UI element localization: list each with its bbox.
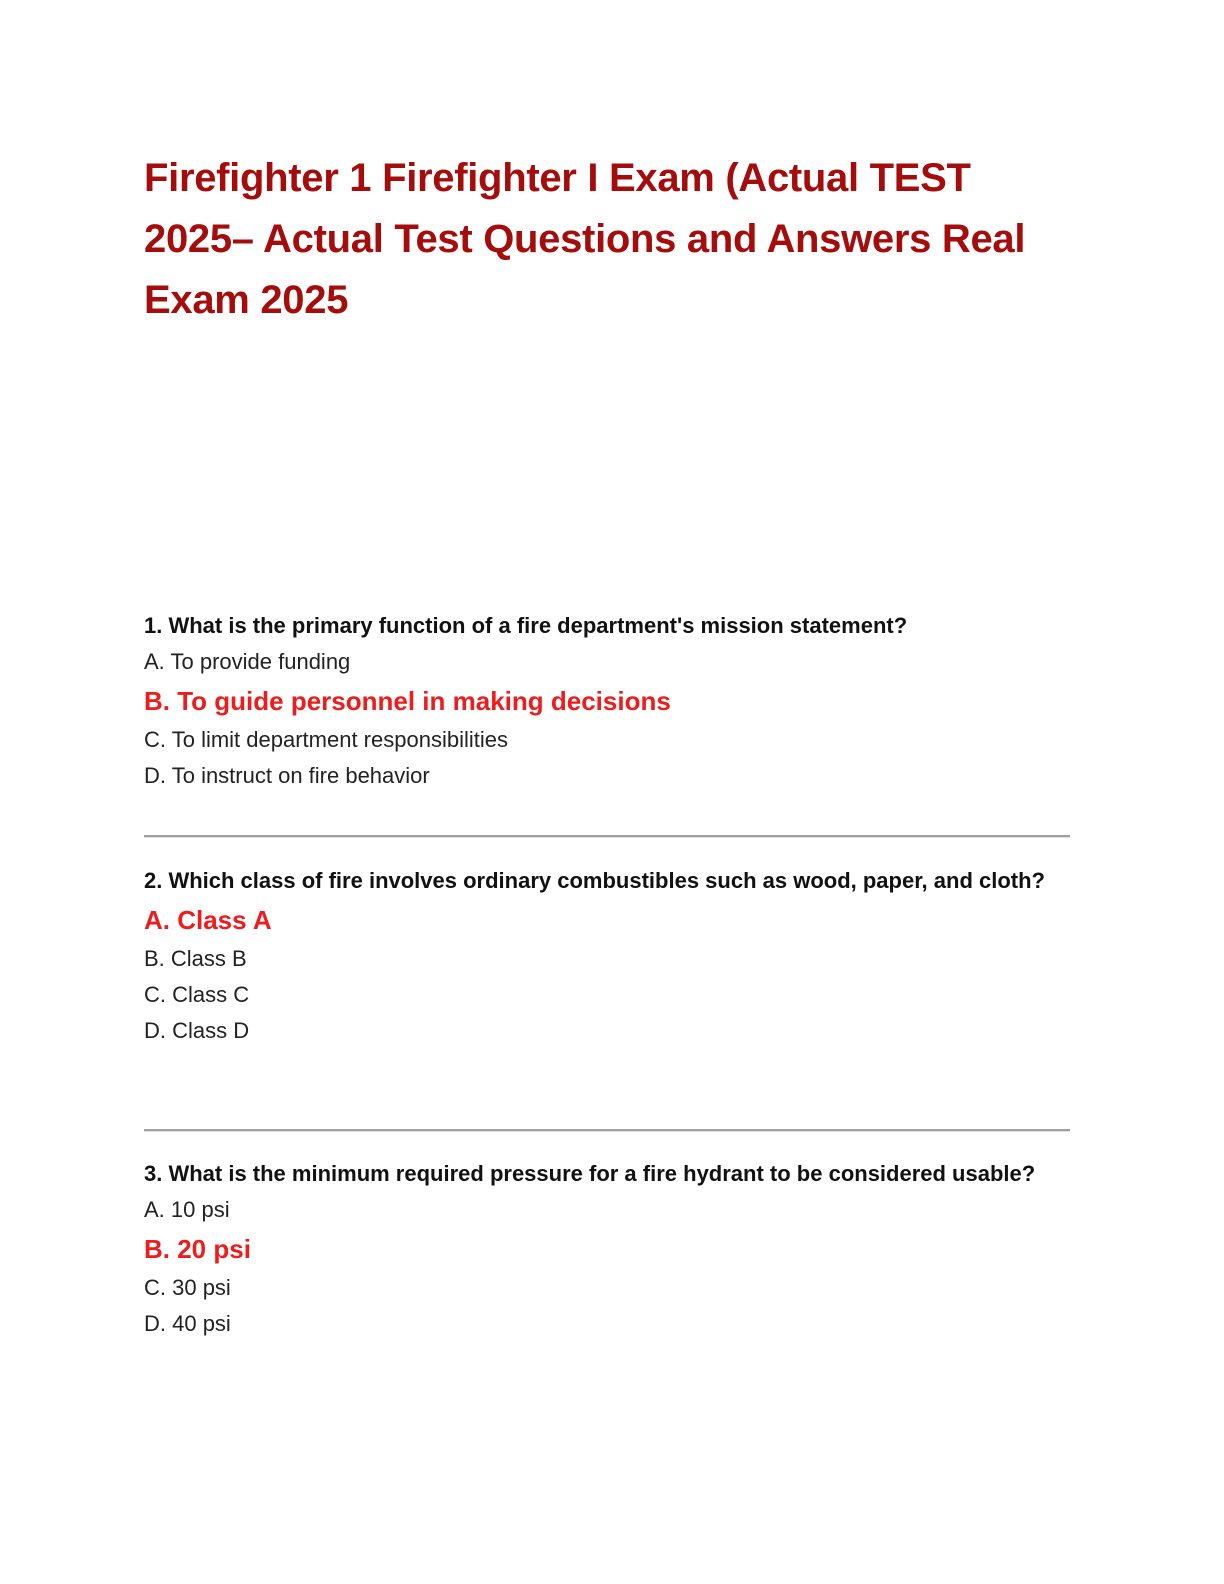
correct-answer-option-a: A. Class A	[144, 905, 272, 935]
document-title: Firefighter 1 Firefighter I Exam (Actual TEST 2025– Actual Test Questions and Answers Real Exam 2025	[144, 156, 1026, 322]
answer-option-c: C. Class C	[144, 982, 250, 1007]
answer-option-a: A. To provide funding	[144, 649, 351, 674]
answer-option-c: C. To limit department responsibilities	[144, 727, 508, 752]
question-text: 1. What is the primary function of a fire department's mission statement?	[144, 613, 908, 638]
question-divider	[144, 835, 1070, 838]
question-3	[144, 1156, 1074, 1342]
question-2	[144, 863, 1074, 1049]
question-divider	[144, 1129, 1070, 1132]
question-text: 3. What is the minimum required pressure for a fire hydrant to be considered usable?	[144, 1161, 1036, 1186]
correct-answer-option-b: B. To guide personnel in making decisions	[144, 686, 671, 716]
question-text: 2. Which class of fire involves ordinary combustibles such as wood, paper, and cloth?	[144, 868, 1045, 893]
answer-option-d: D. To instruct on fire behavior	[144, 763, 430, 788]
answer-option-d: D. 40 psi	[144, 1311, 231, 1336]
answer-option-a: A. 10 psi	[144, 1197, 230, 1222]
correct-answer-option-b: B. 20 psi	[144, 1234, 251, 1264]
answer-option-b: B. Class B	[144, 946, 247, 971]
answer-option-c: C. 30 psi	[144, 1275, 231, 1300]
question-1	[144, 608, 1074, 794]
answer-option-d: D. Class D	[144, 1018, 250, 1043]
